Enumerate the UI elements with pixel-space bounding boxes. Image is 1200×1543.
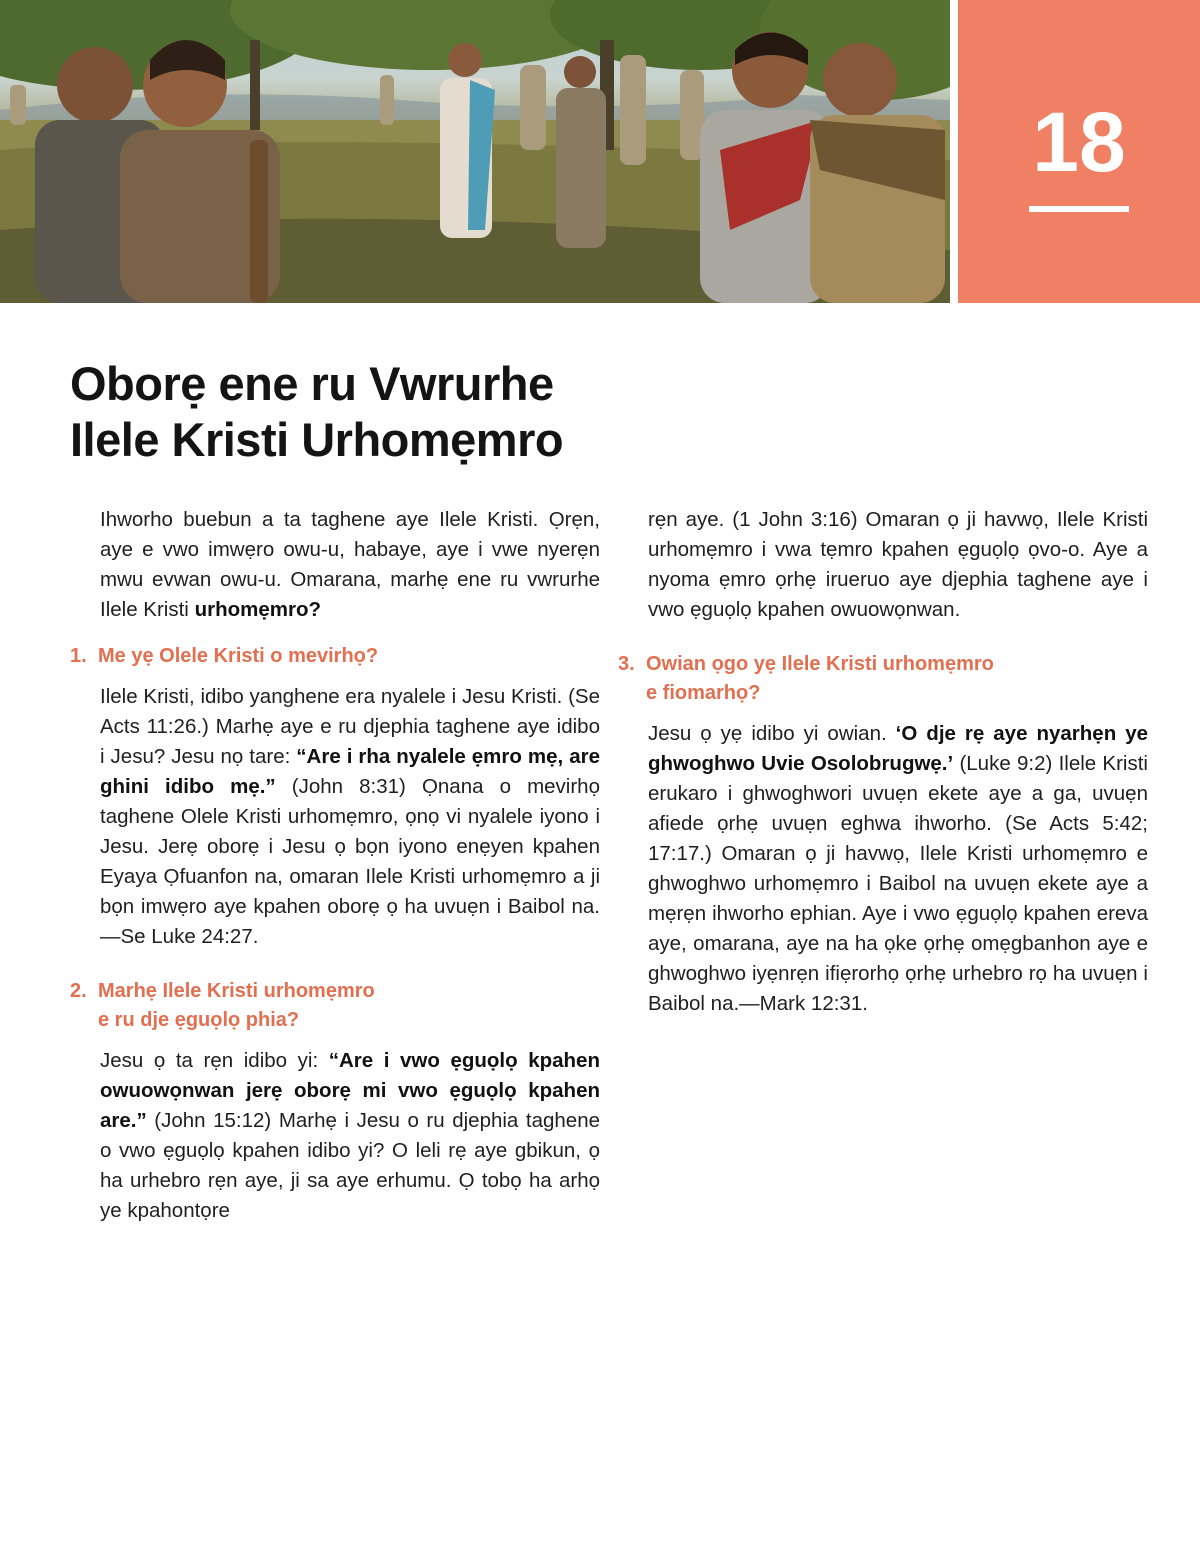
scripture-quote: “Are i vwo ẹguọlọ kpahen owuowọnwan jerẹ oborẹ mi vwo ẹguọlọ kpahen are.”	[100, 1049, 600, 1132]
intro-text: Ihworho buebun a ta taghene aye Ilele Kristi. Ọrẹn, aye e vwo imwẹro owu-u, habaye, aye i vwe nyerẹn mwu evwan owu-u. Omarana, marhẹ ene ru vwrurhe Ilele Kristi	[100, 508, 600, 621]
left-column	[70, 505, 600, 1226]
question-2	[70, 977, 600, 1035]
answer-text: (John 15:12) Marhẹ i Jesu o ru djephia taghene o vwo ẹguọlọ kpahen idibo yi? O leli rẹ aye gbikun, ọ ha urhebro rẹn aye, ji sa aye erhumu. Ọ tobọ ha arhọ ye kpahontọre	[100, 1109, 600, 1222]
question-line: Owian ọgo yẹ Ilele Kristi urhomẹmro	[646, 653, 994, 675]
page-title	[70, 356, 770, 468]
answer-text: Jesu ọ yẹ idibo yi owian.	[648, 722, 896, 745]
chapter-badge	[958, 0, 1200, 303]
answer-text: (Luke 9:2) Ilele Kristi erukaro i ghwoghwori uvuẹn ekete aye a ga, uvuẹn afiede ọrhẹ uvuẹn eghwa ihworho. (Se Acts 5:42; 17:17.) Omaran ọ ji havwọ, Ilele Kristi urhomẹmro e ghwoghwo urhomẹmro i Baibol na uvuẹn ekete aye a mẹrẹn ihworho ephian. Aye i vwo ẹguọlọ kpahen ereva aye, omarana, aye na ha ọke ọrhẹ omẹgbanhon aye e ghwoghwo iyẹnrẹn ifiẹrorhọ ọrhẹ urhebro rọ ha uvuẹn i Baibol na.—Mark 12:31.	[648, 752, 1148, 1015]
title-line-2: Ilele Kristi Urhomẹmro	[70, 413, 564, 466]
right-column	[618, 505, 1148, 1019]
scripture-quote: “Are i rha nyalele ẹmro mẹ, are ghini idibo mẹ.”	[100, 745, 600, 798]
header-illustration	[0, 0, 950, 303]
answer-text: Ilele Kristi, idibo yanghene era nyalele i Jesu Kristi. (Se Acts 11:26.) Marhẹ aye e ru djephia taghene aye idibo i Jesu? Jesu nọ tare:	[100, 685, 600, 768]
question-text: Me yẹ Olele Kristi o mevirhọ?	[98, 645, 379, 667]
answer-1-paragraph	[100, 682, 600, 952]
intro-paragraph	[100, 505, 600, 625]
answer-2-paragraph	[100, 1046, 600, 1226]
question-1	[70, 642, 600, 671]
question-line: e ru dje ẹguọlọ phia?	[98, 1009, 300, 1031]
question-line: e fiomarhọ?	[646, 682, 761, 704]
question-3	[618, 650, 1148, 708]
chapter-number: 18	[1032, 95, 1126, 189]
question-text	[98, 977, 600, 1035]
chapter-rule	[1029, 206, 1129, 212]
intro-bold: urhomẹmro?	[194, 598, 321, 621]
answer-text: Jesu ọ ta rẹn idibo yi:	[100, 1049, 329, 1072]
answer-text: (John 8:31) Ọnana o mevirhọ taghene Olele Kristi urhomẹmro, ọnọ vi nyalele iyono i Jesu. Jerẹ oborẹ i Jesu ọ bọn iyono enẹyen kpahen Eyaya Ọfuanfon na, omaran Ilele Kristi urhomẹmro a ji bọn imwẹro aye kpahen oborẹ ọ ha uvuẹn i Baibol na.—Se Luke 24:27.	[100, 775, 600, 948]
question-number: 3.	[618, 653, 635, 675]
answer-3-paragraph	[648, 719, 1148, 1019]
question-number: 1.	[70, 645, 87, 667]
question-number: 2.	[70, 980, 87, 1002]
answer-2-continued: rẹn aye. (1 John 3:16) Omaran ọ ji havwọ, Ilele Kristi urhomẹmro i vwa tẹmro kpahen ẹguọlọ ọvo-o. Aye a nyoma ẹmro ọrhẹ irueruo aye djephia taghene aye i vwo ẹguọlọ kpahen owuowọnwan.	[648, 508, 1148, 621]
question-text	[646, 650, 1148, 708]
title-line-1: Oborẹ ene ru Vwrurhe	[70, 357, 554, 410]
question-line: Marhẹ Ilele Kristi urhomẹmro	[98, 980, 375, 1002]
disciples-walking-scene	[0, 0, 950, 303]
scripture-quote: ‘O dje rẹ aye nyarhẹn ye ghwoghwo Uvie Osolobrugwẹ.’	[648, 722, 1149, 775]
